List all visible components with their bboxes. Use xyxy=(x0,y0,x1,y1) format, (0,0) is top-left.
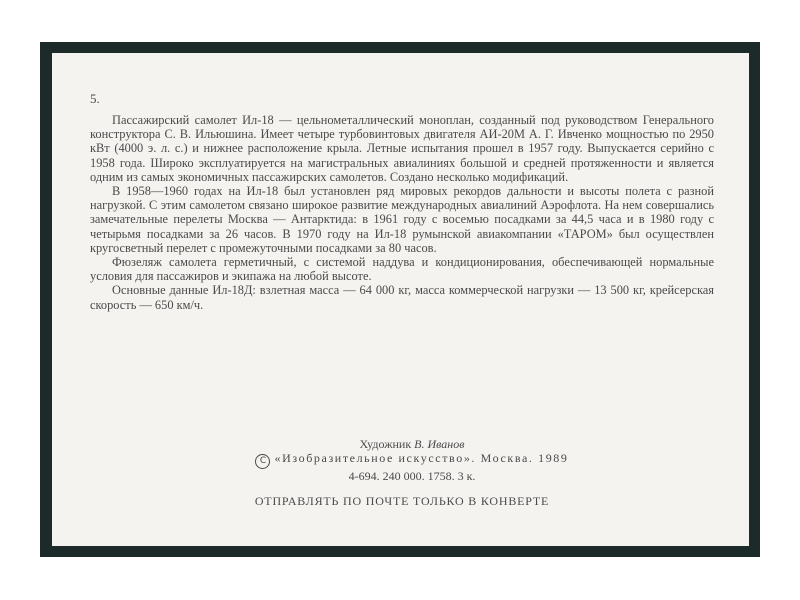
artist-line xyxy=(212,437,612,451)
artist-name: В. Иванов xyxy=(414,437,465,451)
card-number: 5. xyxy=(90,91,100,106)
paragraph-overview: Пассажирский самолет Ил-18 — цельнометаллический моноплан, созданный под руководством Генерального конструктора С. В. Ильюшина. Имеет четыре турбовинтовых двигателя АИ-20М А. Г. Ивченко мощностью по 2950 кВт (4000 э. л. с.) и нижнее расположение крыла. Летные испытания прошел в 1957 году. Выпускается серийно с 1958 года. Широко эксплуатируется на магистральных авиалиниях большой и средней протяженности и является одним из самых экономичных пассажирских самолетов. Создано несколько модификаций. xyxy=(90,113,714,184)
artist-label: Художник xyxy=(359,437,412,451)
paragraph-records: В 1958—1960 годах на Ил-18 был установлен ряд мировых рекордов дальности и высоты полета с разной нагрузкой. С этим самолетом связано широкое развитие международных авиалиний Аэрофлота. На нем совершались замечательные перелеты Москва — Антарктида: в 1961 году с восемью посадками за 44,5 часа и в 1980 году с четырьмя посадками за 26 часов. В 1970 году на Ил-18 румынской авиакомпании «ТАРОМ» был осуществлен кругосветный перелет с промежуточными посадками за 80 часов. xyxy=(90,184,714,255)
postcard-back xyxy=(52,53,749,546)
credits-block xyxy=(212,437,612,483)
publisher-text: «Изобразительное искусство». Москва. 1989 xyxy=(274,451,569,465)
mailing-instruction: ОТПРАВЛЯТЬ ПО ПОЧТЕ ТОЛЬКО В КОНВЕРТЕ xyxy=(254,494,550,508)
paragraph-fuselage: Фюзеляж самолета герметичный, с системой наддува и кондиционирования, обеспечивающей нормальные условия для пассажиров и экипажа на любой высоте. xyxy=(90,255,714,284)
print-info: 4-694. 240 000. 1758. 3 к. xyxy=(348,469,476,483)
copyright-icon: C xyxy=(255,454,270,469)
publisher-line xyxy=(212,451,612,469)
description-text xyxy=(90,113,714,312)
paragraph-specs: Основные данные Ил-18Д: взлетная масса — 64 000 кг, масса коммерческой нагрузки — 13 500 кг, крейсерская скорость — 650 км/ч. xyxy=(90,283,714,312)
